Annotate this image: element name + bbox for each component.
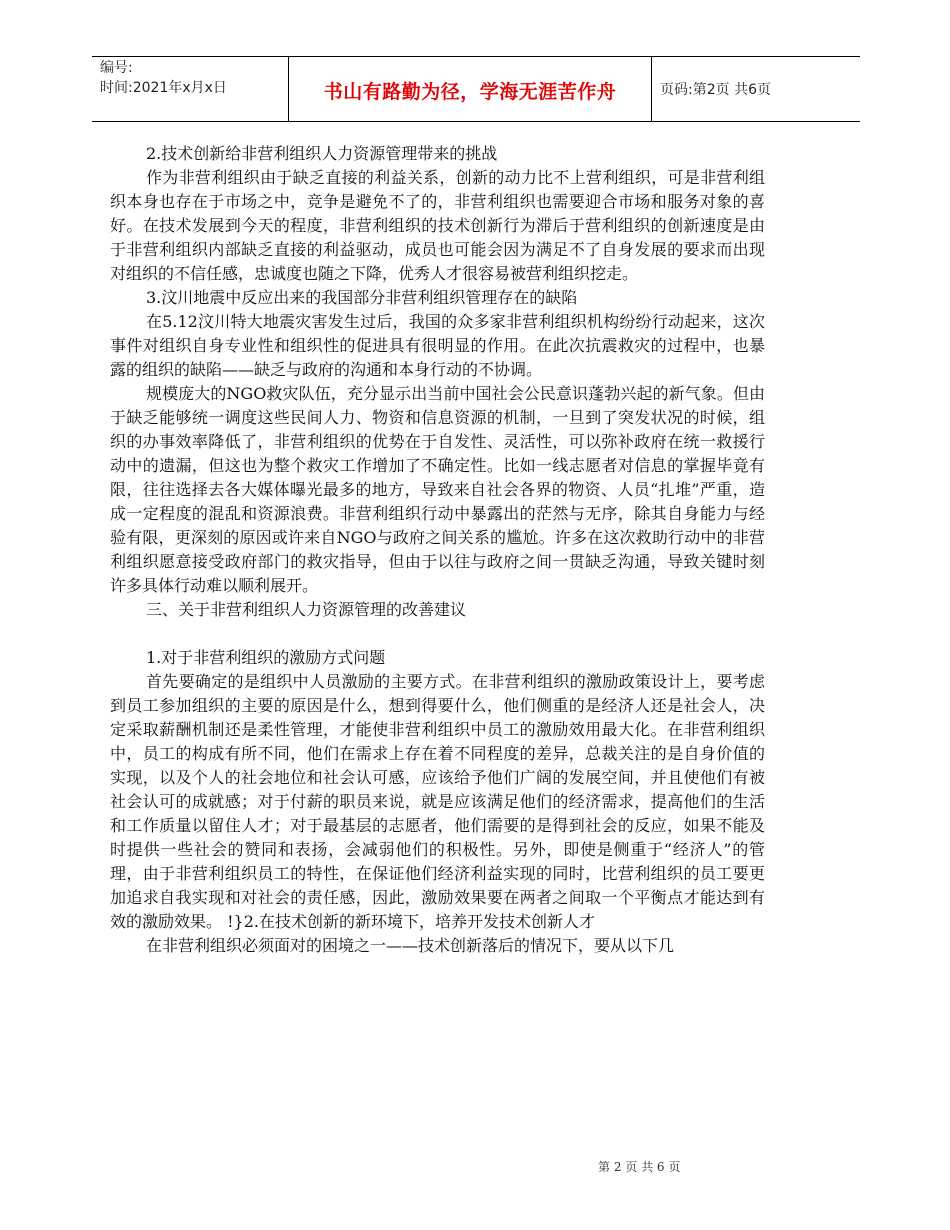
blank-line bbox=[110, 622, 765, 646]
section-heading: 3.汶川地震中反应出来的我国部分非营利组织管理存在的缺陷 bbox=[146, 288, 578, 307]
paragraph: 首先要确定的是组织中人员激励的主要方式。在非营利组织的激励政策设计上，要考虑到员工参加组织的主要的原因是什么，想到得要什么，他们侧重的是经济人还是社会人，决定采取薪酬机制还是柔性管理，才能使非营利组织中员工的激励效用最大化。在非营利组织中，员工的构成有所不同，他们在需求上存在着不同程度的差异，总裁关注的是自身价值的实现，以及个人的社会地位和社会认可感，应该给予他们广阔的发展空间，并且使他们有被社会认可的成就感；对于付薪的职员来说，就是应该满足他们的经济需求，提高他们的生活和工作质量以留住人才；对于最基层的志愿者，他们需要的是得到社会的反应，如果不能及时提供一些社会的赞同和表扬，会减弱他们的积极性。另外，即使是侧重于“经济人”的管理，由于非营利组织员工的特性，在保证他们经济利益实现的同时，比营利组织的员工要更加追求自我实现和对社会的责任感，因此，激励效果要在两者之间取一个平衡点才能达到有效的激励效果。 !}2.在技术创新的新环境下，培养开发技术创新人才 bbox=[110, 672, 765, 931]
document-body bbox=[110, 142, 765, 958]
paragraph: 在非营利组织必须面对的困境之一——技术创新落后的情况下，要从以下几 bbox=[146, 936, 675, 955]
document-number-label: 编号: bbox=[100, 60, 133, 76]
document-time-label: 时间:2021年x月x日 bbox=[100, 80, 227, 96]
footer-page-number: 第 2 页 共 6 页 bbox=[598, 1160, 681, 1174]
header-motto-box bbox=[288, 57, 652, 121]
section-heading: 三、关于非营利组织人力资源管理的改善建议 bbox=[146, 600, 467, 619]
header-meta bbox=[100, 58, 227, 98]
section-heading: 2.技术创新给非营利组织人力资源管理带来的挑战 bbox=[146, 144, 498, 163]
paragraph: 在5.12汶川特大地震灾害发生过后，我国的众多家非营利组织机构纷纷行动起来，这次事件对组织自身专业性和组织性的促进具有很明显的作用。在此次抗震救灾的过程中，也暴露的组织的缺陷——缺乏与政府的沟通和本身行动的不协调。 bbox=[110, 312, 765, 379]
header-page-info: 页码:第2页 共6页 bbox=[660, 82, 771, 98]
paragraph: 规模庞大的NGO救灾队伍，充分显示出当前中国社会公民意识蓬勃兴起的新气象。但由于缺乏能够统一调度这些民间人力、物资和信息资源的机制，一旦到了突发状况的时候，组织的办事效率降低了，非营利组织的优势在于自发性、灵活性，可以弥补政府在统一救援行动中的遗漏，但这也为整个救灾工作增加了不确定性。比如一线志愿者对信息的掌握毕竟有限，往往选择去各大媒体曝光最多的地方，导致来自社会各界的物资、人员“扎堆”严重，造成一定程度的混乱和资源浪费。非营利组织行动中暴露出的茫然与无序，除其自身能力与经验有限，更深刻的原因或许来自NGO与政府之间关系的尴尬。许多在这次救助行动中的非营利组织愿意接受政府部门的救灾指导，但由于以往与政府之间一贯缺乏沟通，导致关键时刻许多具体行动难以顺利展开。 bbox=[110, 384, 765, 595]
section-heading: 1.对于非营利组织的激励方式问题 bbox=[146, 648, 386, 667]
paragraph: 作为非营利组织由于缺乏直接的利益关系，创新的动力比不上营利组织，可是非营利组织本身也存在于市场之中，竞争是避免不了的，非营利组织也需要迎合市场和服务对象的喜好。在技术发展到今天的程度，非营利组织的技术创新行为滞后于营利组织的创新速度是由于非营利组织内部缺乏直接的利益驱动，成员也可能会因为满足不了自身发展的要求而出现对组织的不信任感，忠诚度也随之下降，优秀人才很容易被营利组织挖走。 bbox=[110, 168, 765, 283]
header-bottom-rule bbox=[92, 121, 860, 122]
header-motto: 书山有路勤为径，学海无涯苦作舟 bbox=[323, 81, 617, 103]
